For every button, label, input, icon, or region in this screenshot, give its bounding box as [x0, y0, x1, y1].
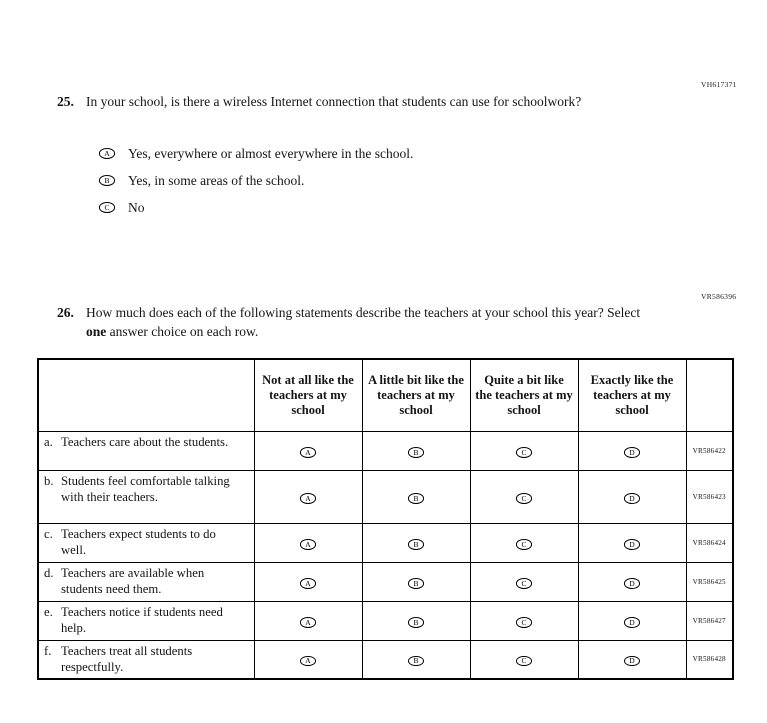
answer-bubble-d[interactable]: D: [624, 617, 640, 628]
answer-bubble-c[interactable]: C: [516, 447, 532, 458]
row-d-choice-cell: [578, 562, 686, 601]
answer-bubble-b[interactable]: B: [408, 539, 424, 550]
row-accession-code: VR586422: [686, 431, 733, 470]
answer-bubble-c[interactable]: C: [516, 539, 532, 550]
row-b-choice-cell: [362, 470, 470, 523]
row-b-label-cell: [38, 470, 254, 523]
answer-bubble-c[interactable]: C: [516, 493, 532, 504]
question-25-options: [99, 146, 413, 227]
table-header-row: [38, 359, 733, 431]
question-26-accession-code: VR586396: [701, 292, 737, 301]
row-e-choice-cell: [362, 601, 470, 640]
row-accession-code: VR586428: [686, 640, 733, 679]
column-header-exactly-like: Exactly like the teachers at my school: [578, 359, 686, 431]
column-header-quite-a-bit: Quite a bit like the teachers at my school: [470, 359, 578, 431]
row-f-choice-cell: [470, 640, 578, 679]
blank-stub-header: [38, 359, 254, 431]
answer-bubble-b[interactable]: B: [408, 578, 424, 589]
question-26-text-before: How much does each of the following statements describe the teachers at your school this year? Select: [86, 305, 641, 320]
answer-bubble-a[interactable]: A: [300, 617, 316, 628]
row-d-choice-cell: [254, 562, 362, 601]
answer-bubble-b[interactable]: B: [408, 493, 424, 504]
row-f-label-cell: [38, 640, 254, 679]
row-letter: b.: [44, 473, 54, 488]
row-c-choice-cell: [578, 523, 686, 562]
row-e-choice-cell: [470, 601, 578, 640]
row-letter: e.: [44, 604, 53, 619]
answer-bubble-a[interactable]: A: [300, 447, 316, 458]
answer-bubble-d[interactable]: D: [624, 578, 640, 589]
table-row-e: [38, 601, 733, 640]
row-c-label-cell: [38, 523, 254, 562]
row-b-choice-cell: [470, 470, 578, 523]
row-b-choice-cell: [254, 470, 362, 523]
table-row-d: [38, 562, 733, 601]
answer-bubble-c[interactable]: C: [516, 656, 532, 667]
answer-bubble-b[interactable]: B: [99, 175, 115, 186]
row-a-choice-cell: [470, 431, 578, 470]
column-header-a-little-bit: A little bit like the teachers at my school: [362, 359, 470, 431]
column-header-not-at-all: Not at all like the teachers at my school: [254, 359, 362, 431]
row-statement: Teachers are available when students need them.: [61, 565, 205, 596]
row-letter: a.: [44, 434, 53, 449]
row-statement: Teachers treat all students respectfully.: [61, 643, 193, 674]
option-a-label: Yes, everywhere or almost everywhere in the school.: [128, 145, 414, 161]
answer-bubble-a[interactable]: A: [300, 656, 316, 667]
row-a-choice-cell: [254, 431, 362, 470]
option-row-c: [99, 200, 413, 215]
option-b-label: Yes, in some areas of the school.: [128, 172, 305, 188]
q26-matrix-table: [37, 358, 734, 680]
row-a-choice-cell: [362, 431, 470, 470]
row-f-choice-cell: [254, 640, 362, 679]
question-26-bold-word: one: [86, 323, 107, 339]
table-row-c: [38, 523, 733, 562]
row-d-choice-cell: [362, 562, 470, 601]
question-26: [57, 304, 645, 342]
question-25-text: In your school, is there a wireless Internet connection that students can use for schoolwork?: [86, 94, 582, 109]
table-row-f: [38, 640, 733, 679]
row-statement: Students feel comfortable talking with their teachers.: [61, 473, 230, 504]
row-statement: Teachers care about the students.: [61, 434, 229, 449]
question-26-text-after: answer choice on each row.: [106, 323, 259, 339]
answer-bubble-d[interactable]: D: [624, 656, 640, 667]
row-statement: Teachers expect students to do well.: [61, 526, 216, 557]
blank-code-header: [686, 359, 733, 431]
row-letter: f.: [44, 643, 52, 658]
row-c-choice-cell: [470, 523, 578, 562]
answer-bubble-a[interactable]: A: [300, 539, 316, 550]
row-accession-code: VR586427: [686, 601, 733, 640]
row-accession-code: VR586423: [686, 470, 733, 523]
answer-bubble-c[interactable]: C: [516, 617, 532, 628]
answer-bubble-b[interactable]: B: [408, 617, 424, 628]
option-c-label: No: [128, 199, 145, 215]
question-25: [57, 93, 639, 112]
answer-bubble-c[interactable]: C: [516, 578, 532, 589]
option-row-b: [99, 173, 413, 188]
answer-bubble-c[interactable]: C: [99, 202, 115, 213]
question-25-accession-code: VH617371: [701, 80, 737, 89]
answer-bubble-b[interactable]: B: [408, 447, 424, 458]
question-26-number: 26.: [57, 305, 74, 320]
row-d-label-cell: [38, 562, 254, 601]
row-e-choice-cell: [254, 601, 362, 640]
answer-bubble-a[interactable]: A: [99, 148, 115, 159]
answer-bubble-d[interactable]: D: [624, 539, 640, 550]
row-f-choice-cell: [578, 640, 686, 679]
option-row-a: [99, 146, 413, 161]
row-a-label-cell: [38, 431, 254, 470]
answer-bubble-a[interactable]: A: [300, 578, 316, 589]
row-statement: Teachers notice if students need help.: [61, 604, 223, 635]
row-e-choice-cell: [578, 601, 686, 640]
row-a-choice-cell: [578, 431, 686, 470]
answer-bubble-a[interactable]: A: [300, 493, 316, 504]
answer-bubble-d[interactable]: D: [624, 447, 640, 458]
row-accession-code: VR586424: [686, 523, 733, 562]
row-letter: c.: [44, 526, 53, 541]
question-25-number: 25.: [57, 94, 74, 109]
row-d-choice-cell: [470, 562, 578, 601]
row-e-label-cell: [38, 601, 254, 640]
row-b-choice-cell: [578, 470, 686, 523]
question-26-text: [86, 304, 645, 342]
table-row-a: [38, 431, 733, 470]
row-f-choice-cell: [362, 640, 470, 679]
answer-bubble-d[interactable]: D: [624, 493, 640, 504]
table-row-b: [38, 470, 733, 523]
row-c-choice-cell: [362, 523, 470, 562]
row-c-choice-cell: [254, 523, 362, 562]
answer-bubble-b[interactable]: B: [408, 656, 424, 667]
row-letter: d.: [44, 565, 54, 580]
row-accession-code: VR586425: [686, 562, 733, 601]
